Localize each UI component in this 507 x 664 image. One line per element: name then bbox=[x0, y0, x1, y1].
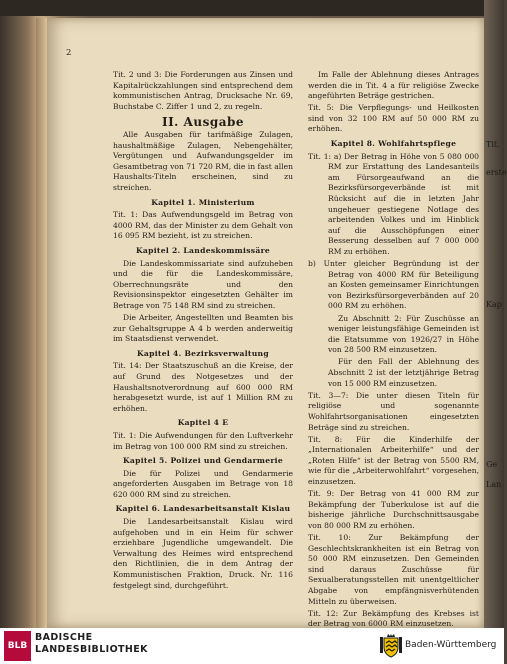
baden-wuerttemberg-coat-of-arms-icon bbox=[380, 634, 402, 658]
library-name-line: LANDESBIBLIOTHEK bbox=[35, 643, 148, 655]
paragraph: Alle Ausgaben für tarifmäßige Zulagen, haushaltmäßige Zulagen, Nebengehälter, Vergütungen und Aufwandungsgelder im Gesamtbetrag von 71 720 RM, die in fast allen Haushalts-Titeln erscheinen, sind zu streichen. bbox=[113, 129, 293, 192]
adjacent-page-text: erste bbox=[486, 168, 507, 177]
paragraph: Tit. 8: Für die Kinderhilfe der „Internationalen Arbeiterhilfe“ und der „Roten Hilfe“ ist der Betrag von 5500 RM, wie für die „Arbeiterwohlfahrt“ vorgesehen, einzusetzen. bbox=[308, 434, 479, 486]
library-name[interactable] bbox=[35, 632, 148, 655]
chapter-heading: Kapitel 8. Wohlfahrtspflege bbox=[330, 139, 457, 149]
adjacent-page-text: Kap bbox=[486, 300, 502, 309]
blb-logo[interactable]: BLB bbox=[4, 631, 31, 661]
paragraph: Tit. 1: a) Der Betrag in Höhe von 5 080 000 RM zur Erstattung des Landesanteils am Fürsorgeaufwand an die Bezirksfürsorgeverbände ist mit Rücksicht auf die in letzten Jahr ungeheuer gestiegene Notlage des arbeitenden Volkes und im Hinblick auf die Ausschöpfungen einer Besserung desselben auf 7 000 000 RM zu erhöhen. bbox=[308, 151, 479, 256]
paragraph: Tit. 5: Die Verpflegungs- und Heilkosten sind von 32 100 RM auf 50 000 RM zu erhöhen. bbox=[308, 103, 479, 134]
paragraph: Für den Fall der Ablehnung des Abschnitt 2 ist der letztjährige Betrag von 15 000 RM einzusetzen. bbox=[328, 357, 479, 388]
book-binding-edge bbox=[36, 18, 47, 628]
chapter-heading: Kapitel 2. Landeskommissäre bbox=[135, 245, 271, 255]
right-column bbox=[308, 70, 479, 631]
left-column bbox=[113, 70, 293, 593]
paragraph: Zu Abschnitt 2: Für Zuschüsse an weniger leistungsfähige Gemeinden ist die Etatsumme von 1926/27 in Höhe von 28 500 RM einzusetzen. bbox=[328, 313, 479, 355]
paragraph: Die Landeskommissariate sind aufzuheben und die für die Landeskommissäre, Oberrechnungsräte und den Revisionsinspektor eingesetzten Gehälter im Betrage von 75 148 RM sind zu streichen. bbox=[113, 258, 293, 310]
chapter-heading: Kapitel 5. Polizei und Gendarmerie bbox=[122, 456, 283, 466]
section-heading: II. Ausgabe bbox=[161, 115, 245, 130]
paragraph: Tit. 12: Zur Bekämpfung des Krebses ist der Betrag von 6000 RM einzusetzen. bbox=[308, 608, 479, 629]
paragraph: Die Arbeiter, Angestellten und Beamten bis zur Gehaltsgruppe A 4 b werden anderweitig im Staatsdienst verwendet. bbox=[113, 312, 293, 344]
chapter-heading: Kapitel 1. Ministerium bbox=[151, 197, 255, 207]
scan-top-strip bbox=[0, 0, 504, 16]
paragraph: Tit. 1: Die Aufwendungen für den Luftverkehr im Betrag von 100 000 RM sind zu streichen. bbox=[113, 430, 293, 451]
chapter-heading: Kapitel 4 E bbox=[177, 418, 229, 428]
library-name-line: BADISCHE bbox=[35, 632, 93, 643]
adjacent-page-text: Ge bbox=[486, 460, 498, 469]
paragraph: Tit. 10: Zur Bekämpfung der Geschlechtskrankheiten ist ein Betrag von 50 000 RM einzusetzen. Den Gemeinden sind daraus Zuschüsse für Sexualberatungsstellen mit unentgeltlicher Abgabe von empfängnisverhütenden Mitteln zu überweisen. bbox=[308, 532, 479, 606]
adjacent-page-edge bbox=[484, 0, 507, 628]
adjacent-page-text: Tit. bbox=[486, 140, 500, 149]
paragraph: Tit. 3—7: Die unter diesen Titeln für religiöse und sogenannte Wohlfahrtsorganisationen eingesetzten Beträge sind zu streichen. bbox=[308, 390, 479, 432]
paragraph: Im Falle der Ablehnung dieses Antrages werden die in Tit. 4 a für religiöse Zwecke angeführten Beträge gestrichen. bbox=[308, 70, 479, 101]
paragraph: b) Unter gleicher Begründung ist der Betrag von 4000 RM für Beteiligung an Kosten gemeinsamer Einrichtungen von Bezirksfürsorgeverbänden auf 20 000 RM zu erhöhen. bbox=[308, 259, 479, 311]
paragraph: Tit. 2 und 3: Die Forderungen aus Zinsen und Kapitalrückzahlungen sind entsprechend dem kommunistischen Antrag, Drucksache Nr. 69, Buchstabe C. Ziffer 1 und 2, zu regeln. bbox=[113, 70, 293, 111]
paragraph: Die Landesarbeitsanstalt Kislau wird aufgehoben und in ein Heim für schwer erziehbare Jugendliche umgewandelt. Die Verwaltung des Heimes wird entsprechend den Richtlinien, die in dem Antrag der Kommunistischen Fraktion, Druck. Nr. 116 festgelegt sind, durchgeführt. bbox=[113, 517, 293, 590]
paragraph: Tit. 1: Das Aufwendungsgeld im Betrag von 4000 RM, das der Minister zu dem Gehalt von 16 095 RM bezieht, ist zu streichen. bbox=[113, 210, 293, 241]
page-number: 2 bbox=[66, 48, 72, 58]
paragraph: Tit. 9: Der Betrag von 41 000 RM zur Bekämpfung der Tuberkulose ist auf die bisherige jährliche Durchschnittsausgabe von 80 000 RM zu erhöhen. bbox=[308, 489, 479, 530]
paragraph: Die für Polizei und Gendarmerie angeforderten Ausgaben im Betrage von 18 620 000 RM sind zu streichen. bbox=[113, 468, 293, 499]
adjacent-page-text: Lan bbox=[486, 480, 502, 489]
paragraph: Tit. 14: Der Staatszuschuß an die Kreise, der auf Grund des Notgesetzes und der Haushaltsnotverordnung auf 600 000 RM herabgesetzt wurde, ist auf 1 Million RM zu erhöhen. bbox=[113, 361, 293, 413]
state-name[interactable]: Baden-Württemberg bbox=[405, 640, 497, 650]
chapter-heading: Kapitel 6. Landesarbeitsanstalt Kislau bbox=[115, 504, 291, 514]
chapter-heading: Kapitel 4. Bezirksverwaltung bbox=[137, 348, 269, 358]
